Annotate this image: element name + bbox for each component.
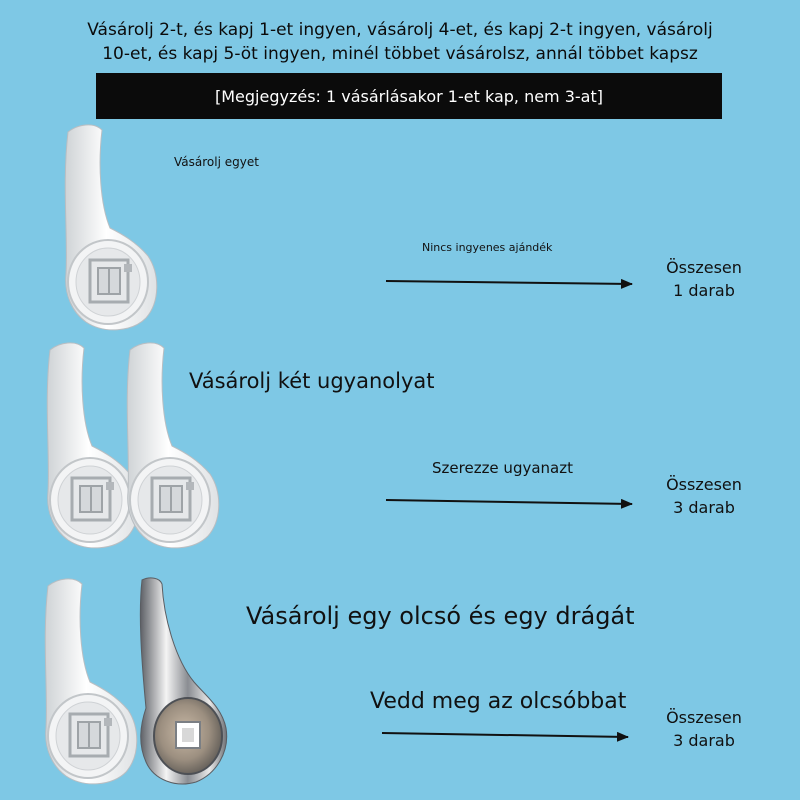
note-text: [Megjegyzés: 1 vásárlásakor 1-et kap, nem 3-at]	[214, 86, 603, 106]
total-label: Összesen	[666, 475, 742, 494]
row1-title: Vásárolj egyet	[174, 155, 259, 169]
row3-total	[652, 706, 756, 752]
row1-total	[652, 256, 756, 302]
white-hook-image	[45, 579, 137, 784]
total-count: 3 darab	[673, 498, 735, 517]
chrome-hook-image	[140, 578, 226, 784]
total-count: 3 darab	[673, 731, 735, 750]
total-count: 1 darab	[673, 281, 735, 300]
white-hook-image	[65, 125, 157, 330]
row2-total	[652, 473, 756, 519]
promo-headline-line1: Vásárolj 2-t, és kapj 1-et ingyen, vásárolj 4-et, és kapj 2-t ingyen, vásárolj	[87, 20, 713, 40]
total-label: Összesen	[666, 258, 742, 277]
row3-title: Vásárolj egy olcsó és egy drágát	[246, 602, 635, 630]
row1-gift-label: Nincs ingyenes ajándék	[422, 241, 553, 254]
promo-headline-line2: 10-et, és kapj 5-öt ingyen, minél többet vásárolsz, annál többet kapsz	[102, 44, 698, 64]
white-hook-image	[47, 343, 139, 548]
arrow-icon	[386, 281, 632, 284]
row3-gift-label: Vedd meg az olcsóbbat	[370, 689, 627, 714]
arrow-icon	[386, 500, 632, 504]
row2-gift-label: Szerezze ugyanazt	[432, 459, 573, 477]
total-label: Összesen	[666, 708, 742, 727]
row2-title: Vásárolj két ugyanolyat	[189, 369, 435, 393]
arrow-icon	[382, 733, 628, 737]
